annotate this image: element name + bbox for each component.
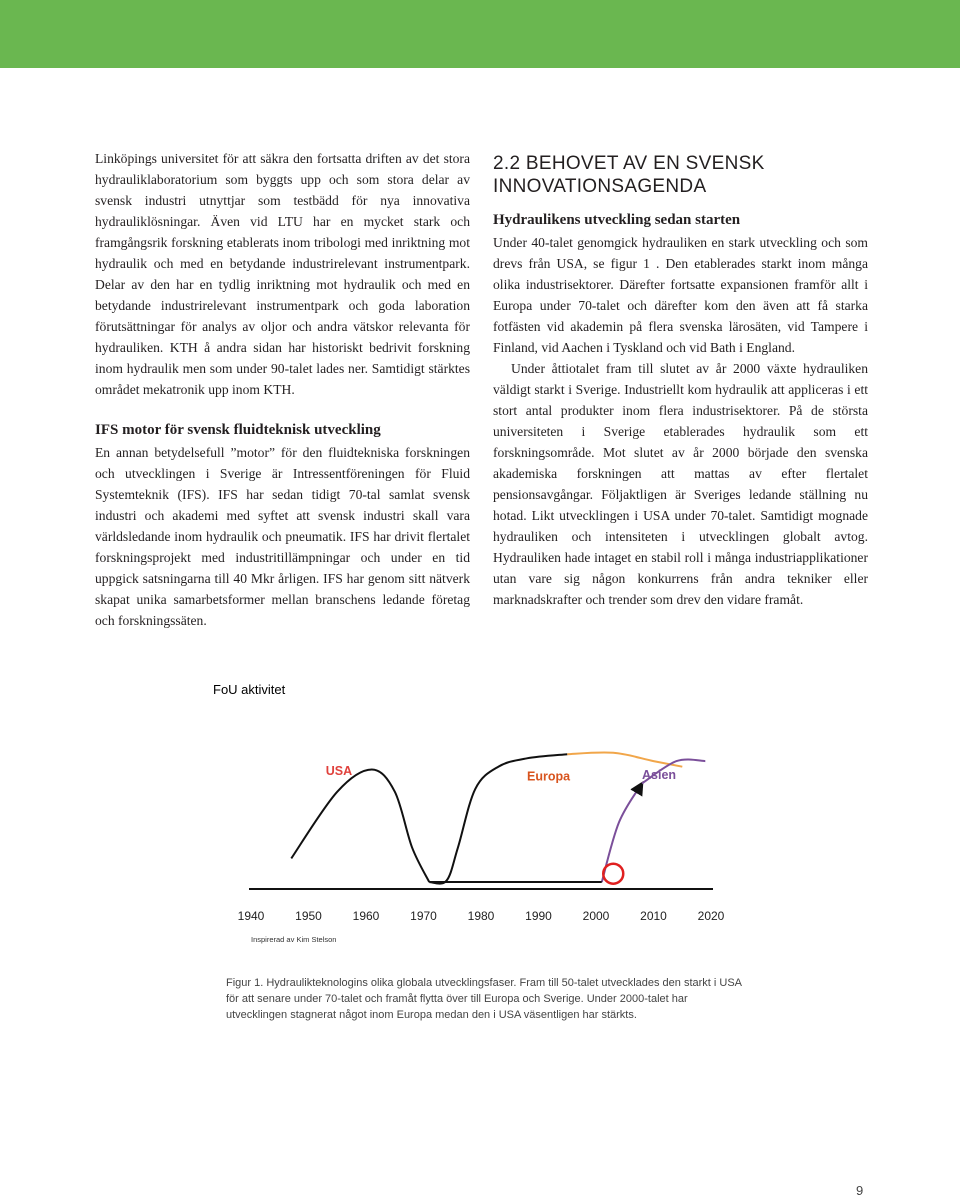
x-tick-label: 1950 xyxy=(295,909,322,923)
series-label-europa: Europa xyxy=(527,769,571,784)
top-color-bar xyxy=(0,0,960,68)
x-tick-label: 2010 xyxy=(640,909,667,923)
section-title xyxy=(493,152,868,198)
chart-credit: Inspirerad av Kim Stelson xyxy=(251,935,337,944)
ifs-subheading: IFS motor för svensk fluidteknisk utveckling xyxy=(95,422,381,438)
left-paragraph-2: En annan betydelsefull ”motor” för den fluidtekniska forskningen och utvecklingen i Sverige är Intressentföreningen för Fluid Systemteknik (IFS). IFS har sedan tidigt 70-tal samlat svensk industri och akademi med syftet att svensk industri skall vara världsledande inom hydraulik och pneumatik. IFS har drivit flertalet forskningsprojekt med industritillämpningar och under en tid uppgick satsningarna till 40 Mkr årligen. IFS har genom sitt nätverk skapat unika samarbetsformer mellan branschens ledande företag och forskningssäten. xyxy=(95,445,470,628)
right-paragraph-2: Under åttiotalet fram till slutet av år 2000 växte hydrauliken väldigt starkt i Sverige. Industriellt kom hydraulik att appliceras i ett stort antal produkter inom flera industrisektorer. På de största universiteten i Sverige etablerades hydraulik som ett forskningsområde. Mot slutet av år 2000 började den svenska akademiska forskningen att mattas av efter flertalet pensionsavgångar. Följaktligen är Sveriges ledande ställning nu hotad. Likt utvecklingen i USA under 70-talet. Samtidigt mognade hydrauliken och intensiteten i utvecklingen globalt avtog. Hydrauliken hade intaget en stabil roll i många industriapplikationer utan vare sig någon konkurrens från andra tekniker eller marknadskrafter och trender som drev den vidare framåt. xyxy=(493,361,868,607)
series-label-usa: USA xyxy=(325,764,353,779)
figure-caption: Figur 1. Hydraulikteknologins olika globala utvecklingsfaser. Fram till 50-talet utvecklades den starkt i USA för att senare under 70-talet och framåt flytta över till Europa och Sverige. Under 2000-talet har utvecklingen stagnerat något inom Europa medan den i USA väsentligen har stärkts. xyxy=(226,977,742,1021)
x-tick-label: 1980 xyxy=(467,909,495,923)
chart-ticks xyxy=(238,909,725,923)
right-column xyxy=(493,152,868,610)
x-tick-label: 2000 xyxy=(582,909,610,923)
x-tick-label: 1940 xyxy=(237,909,265,923)
page-number: 9 xyxy=(856,1183,864,1198)
x-tick-label: 2020 xyxy=(697,909,725,923)
chart-title: FoU aktivitet xyxy=(213,682,286,697)
turning-point-circle xyxy=(603,864,623,884)
series-label-asien: Asien xyxy=(642,768,677,783)
right-paragraph-1: Under 40-talet genomgick hydrauliken en stark utveckling och som drevs från USA, se figur 1 . Den etablerades starkt inom många olika industrisektorer. Därefter fortsatte expansionen framför allt i Europa under 70-talet och därefter kom den även att få starka fotfästen vid akademin på flera svenska lärosäten, vid Tampere i Finland, vid Aachen i Tyskland och vid Bath i England. xyxy=(493,235,868,355)
chart-labels xyxy=(326,764,676,784)
left-column xyxy=(95,148,470,631)
chart-svg xyxy=(205,678,765,953)
usa-curve xyxy=(291,770,429,883)
x-tick-label: 1970 xyxy=(410,909,437,923)
left-paragraph-1: Linköpings universitet för att säkra den fortsatta driften av det stora hydrauliklaboratorium som byggts upp och som stora delar av svensk industri utnyttjar som testbädd för nya innovativa hydrauliklösningar. Även vid LTU har en mycket stark och framgångsrik forskning etablerats inom tribologi med inriktning mot hydraulik och med en betydande industrirelevant instrumentpark. Delar av den har en tydlig inriktning mot hydraulik och med en betydande industrirelevant instrumentpark och goda laboration förutsättningar för analys av oljor och andra vätskor relevanta för hydrauliken. KTH å andra sidan har historiskt bedrivit forskning inom hydraulik men som under 90-talet lades ner. Samtidigt stärktes området mekatronik upp inom KTH. xyxy=(95,151,470,397)
x-tick-label: 1960 xyxy=(352,909,380,923)
section-title-line-2: INNOVATIONSAGENDA xyxy=(493,176,707,197)
europa-curve-tail xyxy=(567,752,682,766)
section-title-line-1: 2.2 BEHOVET AV EN SVENSK xyxy=(493,153,765,174)
fou-chart xyxy=(205,678,765,953)
history-subheading: Hydraulikens utveckling sedan starten xyxy=(493,212,741,228)
x-tick-label: 1990 xyxy=(525,909,552,923)
